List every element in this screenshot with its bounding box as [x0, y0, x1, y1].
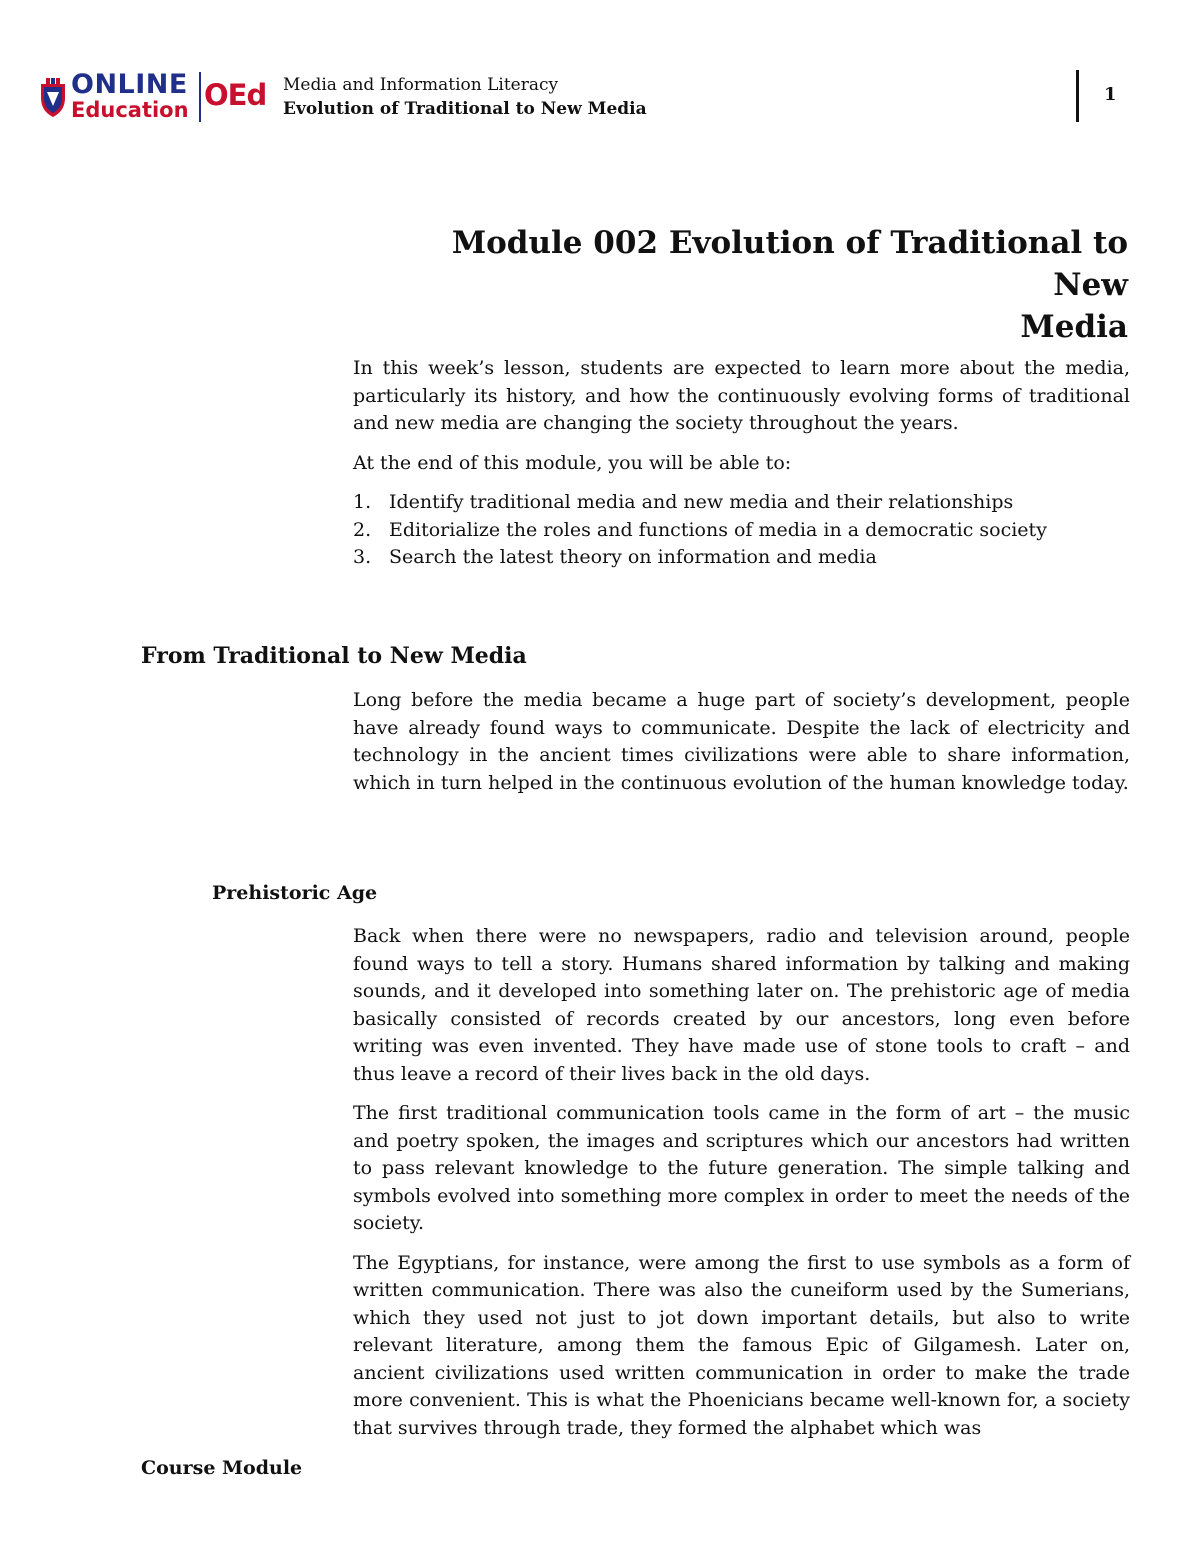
list-item: 1. Identify traditional media and new media and their relationships [353, 491, 1014, 513]
module-title-line-2: Media [1020, 309, 1128, 345]
logo-wordmark-education: Education [71, 98, 189, 122]
prehistoric-section [353, 923, 1130, 1442]
shield-crest-icon [38, 78, 68, 118]
logo-divider [199, 72, 201, 122]
objective-text: Search the latest theory on information and media [389, 546, 877, 568]
objectives-lead: At the end of this module, you will be able to: [353, 451, 792, 474]
header-topic: Evolution of Traditional to New Media [283, 99, 647, 119]
header-vertical-rule [1076, 70, 1079, 122]
subsection-heading: Prehistoric Age [212, 882, 378, 904]
list-item: 3. Search the latest theory on information and media [353, 546, 877, 568]
module-title-line-1: Module 002 Evolution of Traditional to New [451, 225, 1128, 303]
section-body [353, 687, 1130, 797]
prehistoric-paragraph-1: Back when there were no newspapers, radio and television around, people found ways to tell a story. Humans shared information by talking and making sounds, and it developed into something later on. The prehistoric age of media basically consisted of records created by our ancestors, long even before writing was even invented. They have made use of stone tools to craft – and thus leave a record of their lives back in the old days. [353, 925, 1130, 1085]
section-heading: From Traditional to New Media [141, 643, 527, 669]
objective-text: Editorialize the roles and functions of media in a democratic society [389, 518, 1047, 541]
prehistoric-paragraph-3: The Egyptians, for instance, were among the first to use symbols as a form of written communication. There was also the cuneiform used by the Sumerians, which they used not just to jot down important details, but also to write relevant literature, among them the famous Epic of Gilgamesh. Later on, ancient civilizations used written communication in order to make the trade more convenient. This is what the Phoenicians became well-known for, a society that survives through trade, they formed the alphabet which was [353, 1251, 1130, 1439]
list-item: 2. Editorialize the roles and functions of media in a democratic society [353, 518, 1047, 541]
module-title [368, 222, 1128, 348]
logo-wordmark-online: ONLINE [71, 69, 188, 100]
section-paragraph: Long before the media became a huge part of society’s development, people have already found ways to communicate. Despite the lack of electricity and technology in the ancient times civilizations were able to share information, which in turn helped in the continuous evolution of the human knowledge today. [353, 689, 1130, 794]
page-number: 1 [1104, 84, 1117, 105]
objective-text: Identify traditional media and new media and their relationships [389, 491, 1014, 513]
objectives-list [353, 489, 1130, 572]
intro-section [353, 355, 1130, 572]
header-course-info [283, 73, 647, 121]
header-course-name: Media and Information Literacy [283, 75, 559, 95]
intro-paragraph: In this week’s lesson, students are expected to learn more about the media, particularly its history, and how the continuously evolving forms of traditional and new media are changing the society throughout the years. [353, 357, 1130, 434]
logo-wordmark-oed: OEd [204, 78, 267, 112]
footer-label: Course Module [141, 1457, 303, 1479]
prehistoric-paragraph-2: The first traditional communication tools came in the form of art – the music and poetry spoken, the images and scriptures which our ancestors had written to pass relevant knowledge to the future generation. The simple talking and symbols evolved into something more complex in order to meet the needs of the society. [353, 1102, 1130, 1234]
page-header [38, 70, 1162, 130]
online-education-logo [38, 70, 278, 126]
